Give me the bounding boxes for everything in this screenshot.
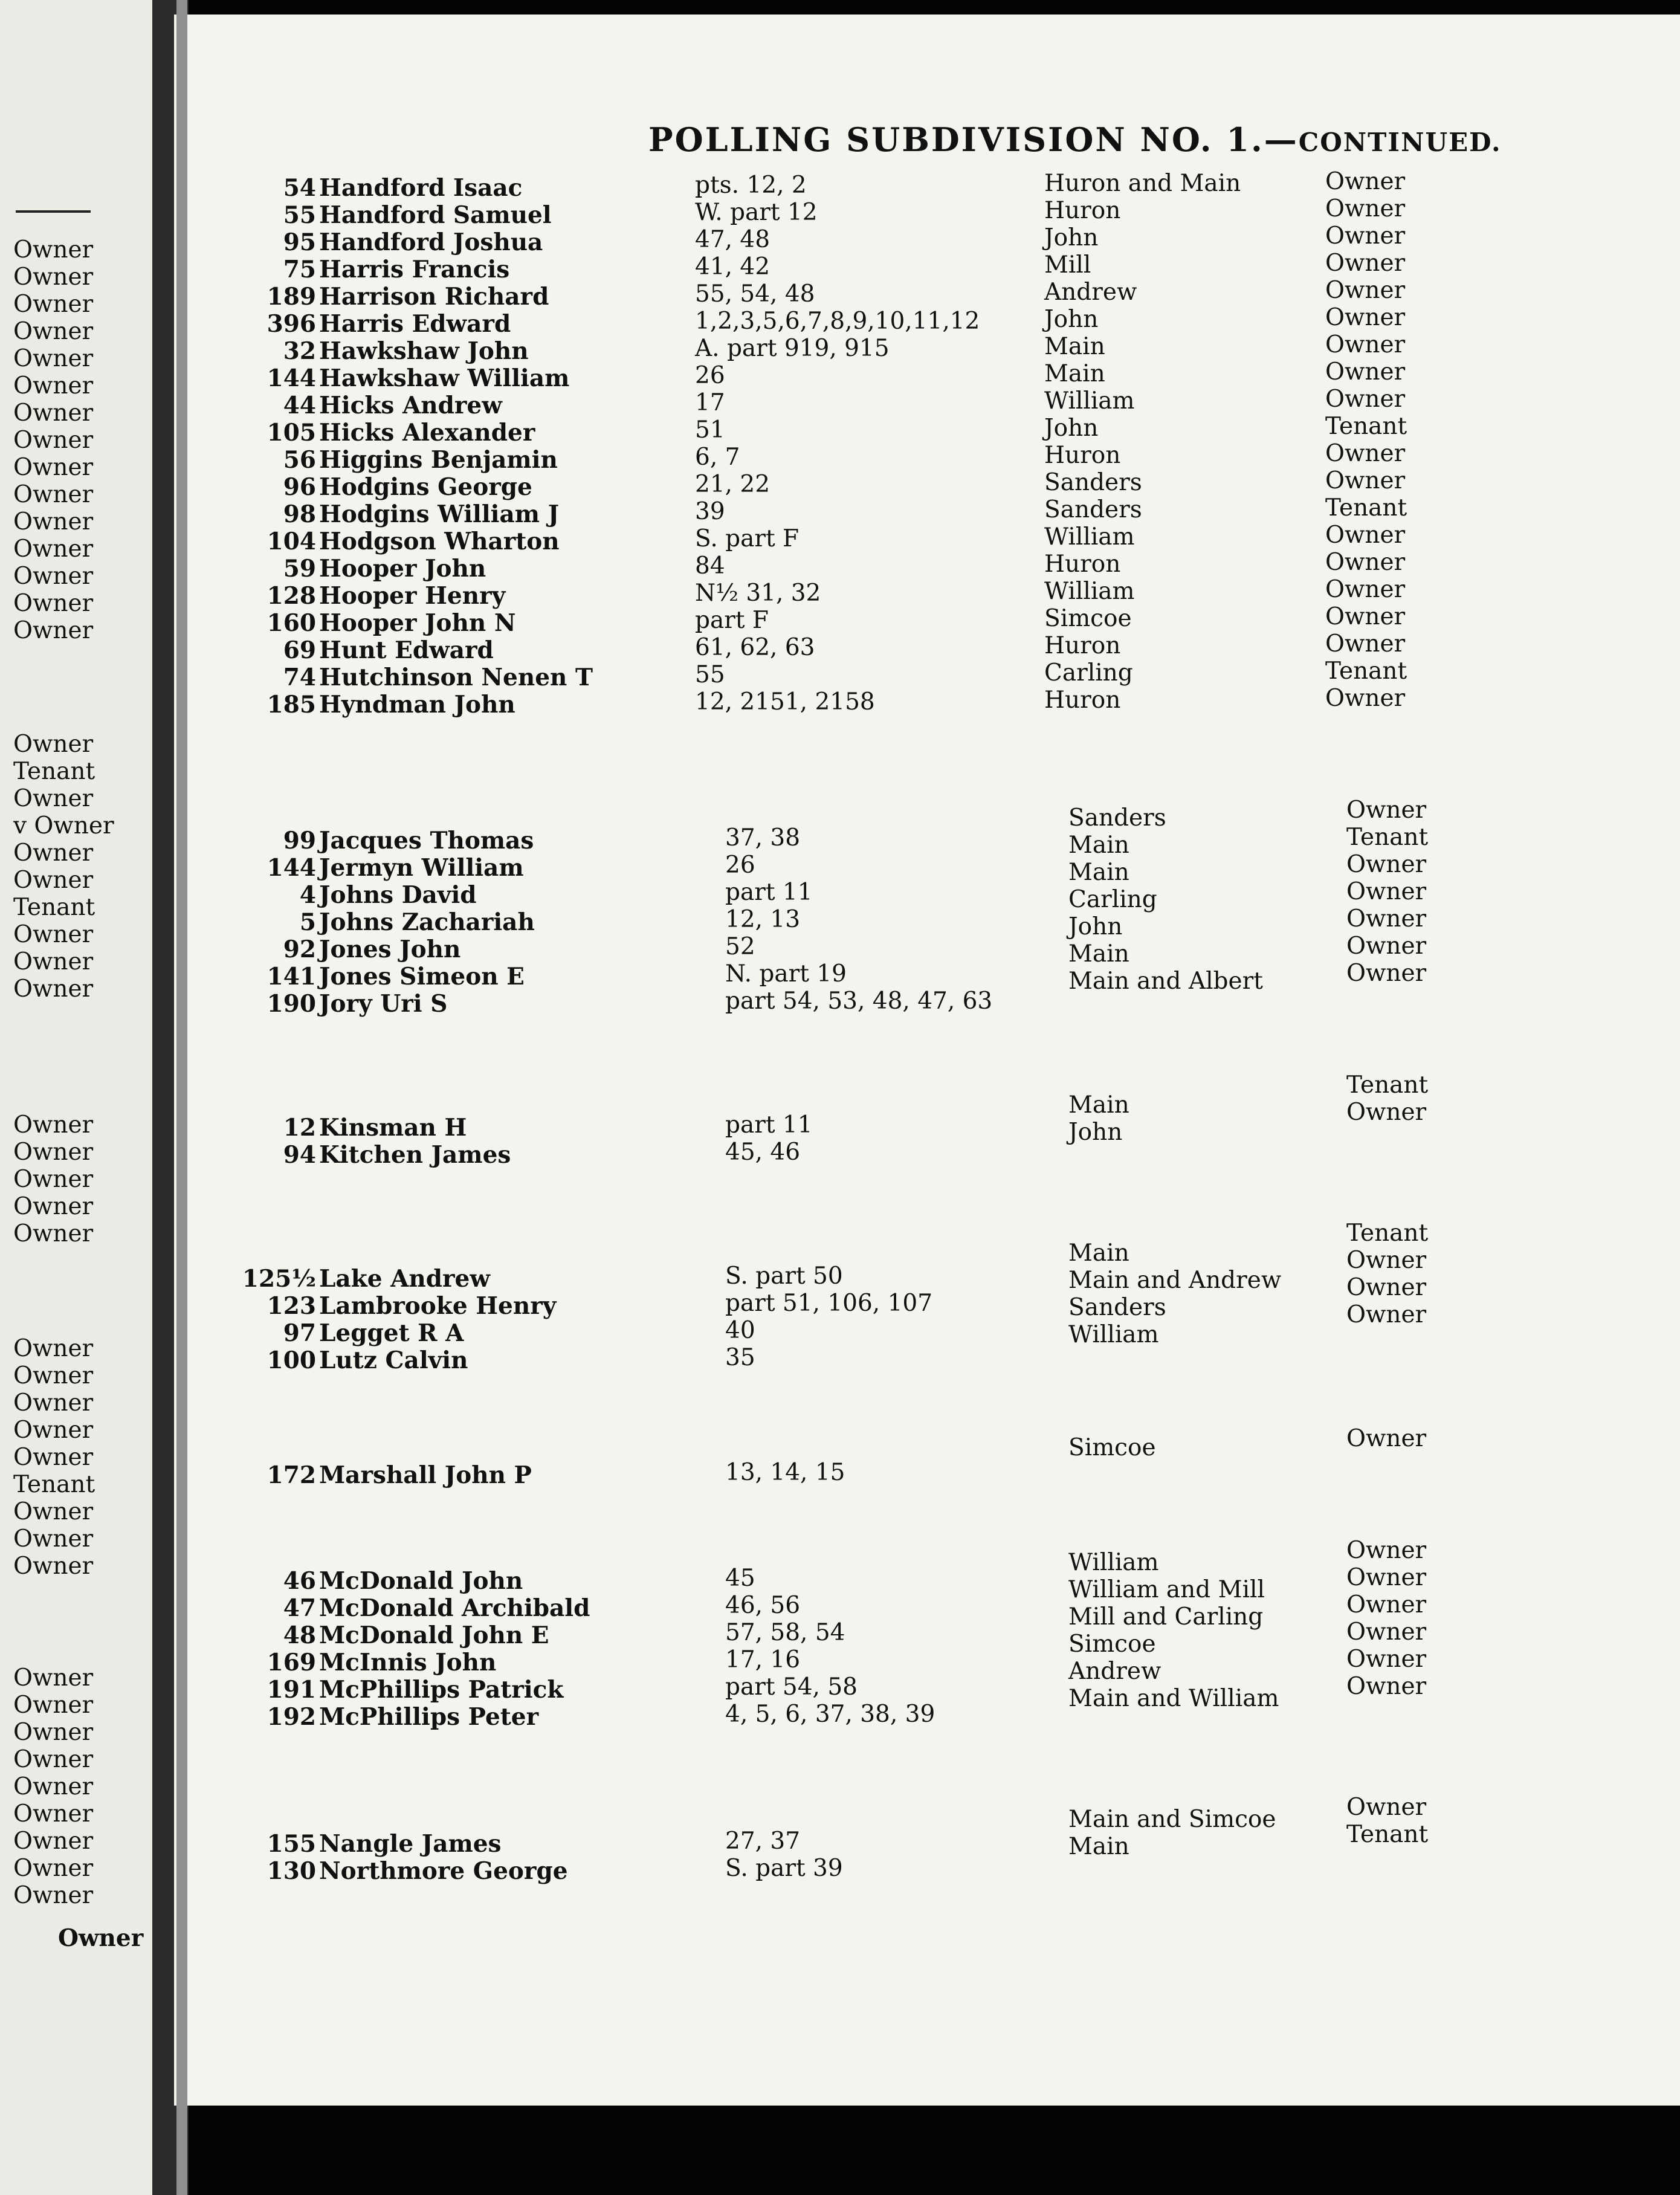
street-name: Sanders (1068, 1294, 1166, 1321)
left-tenure-entry: Owner (13, 1498, 94, 1525)
left-tenure-entry: Owner (13, 454, 94, 481)
left-tenure-entry: Owner (13, 1719, 94, 1746)
voter-number: 141 (267, 963, 316, 991)
tenure-status: Owner (1346, 878, 1427, 905)
lot-numbers: 47, 48 (695, 226, 771, 253)
lot-numbers: 17 (695, 389, 725, 416)
tenure-status: Owner (1346, 1274, 1427, 1301)
street-name: Andrew (1044, 279, 1137, 306)
street-name: Mill (1044, 251, 1091, 279)
voter-number: 5 (299, 908, 316, 936)
voter-name: Handford Isaac (319, 174, 523, 202)
voter-number: 94 (283, 1141, 316, 1169)
left-tenure-entry: Owner (13, 785, 94, 812)
street-name: John (1044, 306, 1099, 333)
street-name: Huron (1044, 197, 1121, 224)
left-tenure-entry: Owner (13, 1800, 94, 1828)
lot-numbers: N. part 19 (725, 960, 847, 988)
tenure-status: Tenant (1346, 1220, 1429, 1247)
lot-numbers: 27, 37 (725, 1828, 801, 1855)
lot-numbers: 40 (725, 1317, 755, 1344)
left-tenure-entry: Owner (13, 318, 94, 345)
left-tenure-entry: Owner (13, 1220, 94, 1247)
left-tenure-entry: Owner (13, 372, 94, 399)
left-tenure-entry: Owner (13, 291, 94, 318)
left-page-edge (0, 0, 173, 2195)
voter-number: 144 (267, 364, 316, 392)
voter-name: Handford Samuel (319, 201, 552, 229)
left-tenure-entry: Owner (13, 427, 94, 454)
voter-name: Harrison Richard (319, 283, 549, 311)
voter-name: Hodgins William J (319, 500, 560, 528)
tenure-status: Owner (1346, 1564, 1427, 1591)
street-name: Carling (1044, 659, 1133, 687)
tenure-status: Owner (1325, 549, 1406, 576)
voter-number: 99 (283, 827, 316, 855)
left-tenure-entry: Owner (13, 1855, 94, 1882)
voter-name: Kinsman H (319, 1114, 467, 1142)
voter-number: 155 (267, 1830, 316, 1858)
left-tenure-entry: Owner (13, 975, 94, 1003)
document-page (174, 15, 1680, 2106)
street-name: Carling (1068, 886, 1157, 913)
lot-numbers: 35 (725, 1344, 755, 1371)
voter-name: Johns Zachariah (319, 908, 535, 936)
voter-name: Hooper John N (319, 609, 516, 637)
voter-number: 190 (267, 990, 316, 1018)
continued-label: CONTINUED. (1298, 128, 1502, 157)
left-tenure-entry: Owner (13, 617, 94, 644)
left-tenure-entry: v Owner (13, 812, 114, 839)
voter-name: Hicks Andrew (319, 392, 502, 419)
street-name: John (1068, 1119, 1123, 1146)
voter-name: McDonald John E (319, 1621, 549, 1649)
voter-number: 54 (283, 174, 316, 202)
lot-numbers: 46, 56 (725, 1592, 801, 1619)
street-name: William (1044, 578, 1135, 605)
left-tenure-entry: Tenant (13, 1471, 95, 1498)
left-tenure-entry: Tenant (13, 894, 95, 921)
voter-number: 55 (283, 201, 316, 229)
left-tenure-entry: Owner (58, 1924, 144, 1952)
left-tenure-entry: Owner (13, 1746, 94, 1773)
lot-numbers: 17, 16 (725, 1646, 801, 1673)
lot-numbers: S. part 39 (725, 1855, 843, 1882)
tenure-status: Owner (1325, 576, 1406, 603)
lot-numbers: 37, 38 (725, 824, 801, 852)
lot-numbers: 52 (725, 933, 755, 960)
voter-name: Jacques Thomas (319, 827, 534, 855)
street-name: Sanders (1044, 496, 1142, 523)
voter-number: 32 (283, 337, 316, 365)
voter-number: 97 (283, 1319, 316, 1347)
tenure-status: Owner (1346, 905, 1427, 933)
tenure-status: Owner (1346, 1618, 1427, 1646)
voter-name: Hodgson Wharton (319, 528, 560, 555)
left-tenure-entry: Owner (13, 263, 94, 291)
tenure-status: Tenant (1346, 824, 1429, 851)
voter-name: Johns David (319, 881, 477, 909)
voter-number: 46 (283, 1567, 316, 1595)
voter-number: 169 (267, 1649, 316, 1676)
street-name: Main and Albert (1068, 968, 1263, 995)
voter-number: 144 (267, 854, 316, 882)
left-tenure-entry: Owner (13, 1166, 94, 1193)
voter-name: Hicks Alexander (319, 419, 535, 447)
lot-numbers: part F (695, 607, 769, 634)
street-name: Main and William (1068, 1685, 1279, 1712)
tenure-status: Owner (1325, 522, 1406, 549)
tenure-status: Tenant (1325, 494, 1407, 522)
tenure-status: Owner (1346, 851, 1427, 878)
left-tenure-entry: Owner (13, 867, 94, 894)
voter-name: Harris Edward (319, 310, 511, 338)
left-tenure-entry: Owner (13, 1828, 94, 1855)
voter-name: Jones John (319, 936, 461, 963)
left-tenure-entry: Owner (13, 563, 94, 590)
voter-number: 192 (267, 1703, 316, 1731)
tenure-status: Owner (1346, 1099, 1427, 1126)
lot-numbers: W. part 12 (695, 199, 818, 226)
voter-number: 74 (283, 664, 316, 691)
page-shadow (176, 0, 187, 2195)
voter-number: 48 (283, 1621, 316, 1649)
lot-numbers: 26 (695, 362, 725, 389)
left-tenure-entry: Owner (13, 590, 94, 617)
voter-name: Northmore George (319, 1857, 568, 1885)
voter-name: Hooper John (319, 555, 486, 583)
voter-name: Hunt Edward (319, 636, 494, 664)
voter-number: 75 (283, 256, 316, 283)
lot-numbers: 26 (725, 852, 755, 879)
lot-numbers: 13, 14, 15 (725, 1459, 845, 1486)
voter-number: 95 (283, 228, 316, 256)
voter-number: 396 (267, 310, 316, 338)
voter-number: 189 (267, 283, 316, 311)
left-tenure-entry: Owner (13, 1692, 94, 1719)
voter-name: Jones Simeon E (319, 963, 525, 991)
voter-name: Marshall John P (319, 1461, 532, 1489)
tenure-status: Owner (1346, 1301, 1427, 1328)
left-tenure-entry: Owner (13, 1773, 94, 1800)
street-name: Huron (1044, 687, 1121, 714)
left-tenure-entry: Owner (13, 236, 94, 263)
left-tenure-entry: Owner (13, 1553, 94, 1580)
tenure-status: Owner (1346, 1646, 1427, 1673)
voter-number: 44 (283, 392, 316, 419)
lot-numbers: 39 (695, 498, 725, 525)
tenure-status: Owner (1325, 277, 1406, 304)
left-tenure-entry: Owner (13, 399, 94, 427)
left-tenure-entry: Owner (13, 731, 94, 758)
lot-numbers: S. part F (695, 525, 800, 552)
left-tenure-entry: Owner (13, 1417, 94, 1444)
left-tenure-entry: Owner (13, 1193, 94, 1220)
street-name: William (1044, 387, 1135, 415)
street-name: Main and Andrew (1068, 1267, 1282, 1294)
lot-numbers: 41, 42 (695, 253, 771, 280)
street-name: Main (1068, 859, 1129, 886)
street-name: Huron (1044, 442, 1121, 469)
voter-number: 185 (267, 691, 316, 719)
voter-number: 47 (283, 1594, 316, 1622)
voter-name: McDonald John (319, 1567, 523, 1595)
voter-name: Nangle James (319, 1830, 502, 1858)
left-tenure-entry: Owner (13, 921, 94, 948)
voter-name: McPhillips Peter (319, 1703, 539, 1731)
voter-name: Legget R A (319, 1319, 464, 1347)
left-tenure-entry: Owner (13, 481, 94, 508)
rule (16, 210, 91, 213)
page-title: POLLING SUBDIVISION NO. 1.—CONTINUED. (648, 120, 1502, 159)
tenure-status: Tenant (1325, 413, 1407, 440)
street-name: Simcoe (1068, 1434, 1156, 1461)
lot-numbers: 55 (695, 661, 725, 688)
lot-numbers: part 11 (725, 879, 813, 906)
voter-name: Kitchen James (319, 1141, 511, 1169)
left-tenure-entry: Owner (13, 948, 94, 975)
voter-name: Hawkshaw William (319, 364, 570, 392)
street-name: Main (1068, 940, 1129, 968)
left-tenure-entry: Owner (13, 839, 94, 867)
voter-name: McDonald Archibald (319, 1594, 590, 1622)
tenure-status: Owner (1346, 960, 1427, 987)
tenure-status: Owner (1325, 386, 1406, 413)
tenure-status: Owner (1325, 467, 1406, 494)
tenure-status: Owner (1325, 304, 1406, 331)
voter-name: Handford Joshua (319, 228, 543, 256)
voter-name: Lutz Calvin (319, 1346, 468, 1374)
tenure-status: Tenant (1325, 658, 1407, 685)
lot-numbers: A. part 919, 915 (695, 335, 890, 362)
lot-numbers: 12, 13 (725, 906, 801, 933)
left-tenure-entry: Owner (13, 1335, 94, 1362)
street-name: William and Mill (1068, 1576, 1265, 1603)
tenure-status: Owner (1325, 250, 1406, 277)
street-name: Main (1044, 333, 1105, 360)
left-tenure-entry: Owner (13, 1139, 94, 1166)
tenure-status: Tenant (1346, 1821, 1429, 1848)
voter-name: Hodgins George (319, 473, 532, 501)
street-name: Main (1068, 832, 1129, 859)
voter-name: Jermyn William (319, 854, 524, 882)
voter-number: 191 (267, 1676, 316, 1704)
tenure-status: Owner (1346, 1537, 1427, 1564)
street-name: Huron (1044, 632, 1121, 659)
street-name: Huron (1044, 551, 1121, 578)
voter-name: Lake Andrew (319, 1265, 490, 1293)
tenure-status: Owner (1325, 331, 1406, 358)
tenure-status: Owner (1346, 933, 1427, 960)
left-tenure-entry: Owner (13, 1444, 94, 1471)
voter-number: 172 (267, 1461, 316, 1489)
street-name: Simcoe (1044, 605, 1132, 632)
voter-name: McInnis John (319, 1649, 497, 1676)
voter-name: Higgins Benjamin (319, 446, 558, 474)
tenure-status: Owner (1325, 358, 1406, 386)
lot-numbers: 55, 54, 48 (695, 280, 815, 308)
left-tenure-entry: Owner (13, 1882, 94, 1909)
street-name: Sanders (1044, 469, 1142, 496)
voter-number: 104 (267, 528, 316, 555)
tenure-status: Owner (1346, 1591, 1427, 1618)
lot-numbers: 61, 62, 63 (695, 634, 815, 661)
lot-numbers: 45 (725, 1565, 755, 1592)
voter-name: Harris Francis (319, 256, 510, 283)
tenure-status: Owner (1325, 630, 1406, 658)
left-tenure-entry: Owner (13, 1525, 94, 1553)
voter-number: 69 (283, 636, 316, 664)
left-tenure-entry: Owner (13, 345, 94, 372)
left-tenure-entry: Owner (13, 508, 94, 535)
tenure-status: Tenant (1346, 1072, 1429, 1099)
street-name: John (1068, 913, 1123, 940)
lot-numbers: N½ 31, 32 (695, 580, 821, 607)
voter-number: 125½ (242, 1265, 316, 1293)
voter-number: 56 (283, 446, 316, 474)
voter-number: 98 (283, 500, 316, 528)
tenure-status: Owner (1346, 1425, 1427, 1452)
voter-number: 92 (283, 936, 316, 963)
voter-number: 128 (267, 582, 316, 610)
voter-number: 160 (267, 609, 316, 637)
street-name: Mill and Carling (1068, 1603, 1264, 1631)
left-tenure-entry: Tenant (13, 758, 95, 785)
left-tenure-entry: Owner (13, 1362, 94, 1389)
tenure-status: Owner (1325, 168, 1406, 195)
lot-numbers: 84 (695, 552, 725, 580)
street-name: Main (1068, 1833, 1129, 1860)
voter-name: McPhillips Patrick (319, 1676, 564, 1704)
street-name: Main (1068, 1240, 1129, 1267)
tenure-status: Owner (1325, 685, 1406, 712)
street-name: William (1068, 1549, 1159, 1576)
lot-numbers: part 54, 53, 48, 47, 63 (725, 988, 993, 1015)
voter-name: Hawkshaw John (319, 337, 529, 365)
left-tenure-entry: Owner (13, 535, 94, 563)
left-tenure-entry: Owner (13, 1389, 94, 1417)
lot-numbers: 12, 2151, 2158 (695, 688, 875, 716)
tenure-status: Owner (1346, 1673, 1427, 1700)
voter-number: 12 (283, 1114, 316, 1142)
tenure-status: Owner (1325, 440, 1406, 467)
tenure-status: Owner (1346, 1794, 1427, 1821)
lot-numbers: S. part 50 (725, 1262, 843, 1290)
voter-number: 100 (267, 1346, 316, 1374)
voter-number: 96 (283, 473, 316, 501)
tenure-status: Owner (1325, 603, 1406, 630)
street-name: Simcoe (1068, 1631, 1156, 1658)
lot-numbers: part 54, 58 (725, 1673, 858, 1701)
lot-numbers: 1,2,3,5,6,7,8,9,10,11,12 (695, 308, 980, 335)
tenure-status: Owner (1325, 195, 1406, 222)
street-name: John (1044, 224, 1099, 251)
street-name: Andrew (1068, 1658, 1161, 1685)
lot-numbers: part 51, 106, 107 (725, 1290, 933, 1317)
lot-numbers: 57, 58, 54 (725, 1619, 845, 1646)
tenure-status: Owner (1346, 797, 1427, 824)
left-tenure-entry: Owner (13, 1664, 94, 1692)
lot-numbers: part 11 (725, 1111, 813, 1139)
lot-numbers: 21, 22 (695, 471, 771, 498)
street-name: John (1044, 415, 1099, 442)
tenure-status: Owner (1325, 222, 1406, 250)
street-name: Huron and Main (1044, 170, 1241, 197)
tenure-status: Owner (1346, 1247, 1427, 1274)
voter-number: 4 (299, 881, 316, 909)
street-name: Main (1068, 1091, 1129, 1119)
lot-numbers: 6, 7 (695, 444, 740, 471)
lot-numbers: 4, 5, 6, 37, 38, 39 (725, 1701, 935, 1728)
voter-number: 130 (267, 1857, 316, 1885)
street-name: Sanders (1068, 804, 1166, 832)
voter-number: 123 (267, 1292, 316, 1320)
street-name: Main (1044, 360, 1105, 387)
voter-name: Lambrooke Henry (319, 1292, 557, 1320)
lot-numbers: pts. 12, 2 (695, 172, 807, 199)
left-tenure-entry: Owner (13, 1111, 94, 1139)
voter-name: Hooper Henry (319, 582, 506, 610)
lot-numbers: 45, 46 (725, 1139, 801, 1166)
street-name: William (1068, 1321, 1159, 1348)
street-name: William (1044, 523, 1135, 551)
voter-name: Hyndman John (319, 691, 515, 719)
lot-numbers: 51 (695, 416, 725, 444)
voter-number: 105 (267, 419, 316, 447)
voter-number: 59 (283, 555, 316, 583)
voter-name: Jory Uri S (319, 990, 448, 1018)
street-name: Main and Simcoe (1068, 1806, 1276, 1833)
voter-name: Hutchinson Nenen T (319, 664, 593, 691)
